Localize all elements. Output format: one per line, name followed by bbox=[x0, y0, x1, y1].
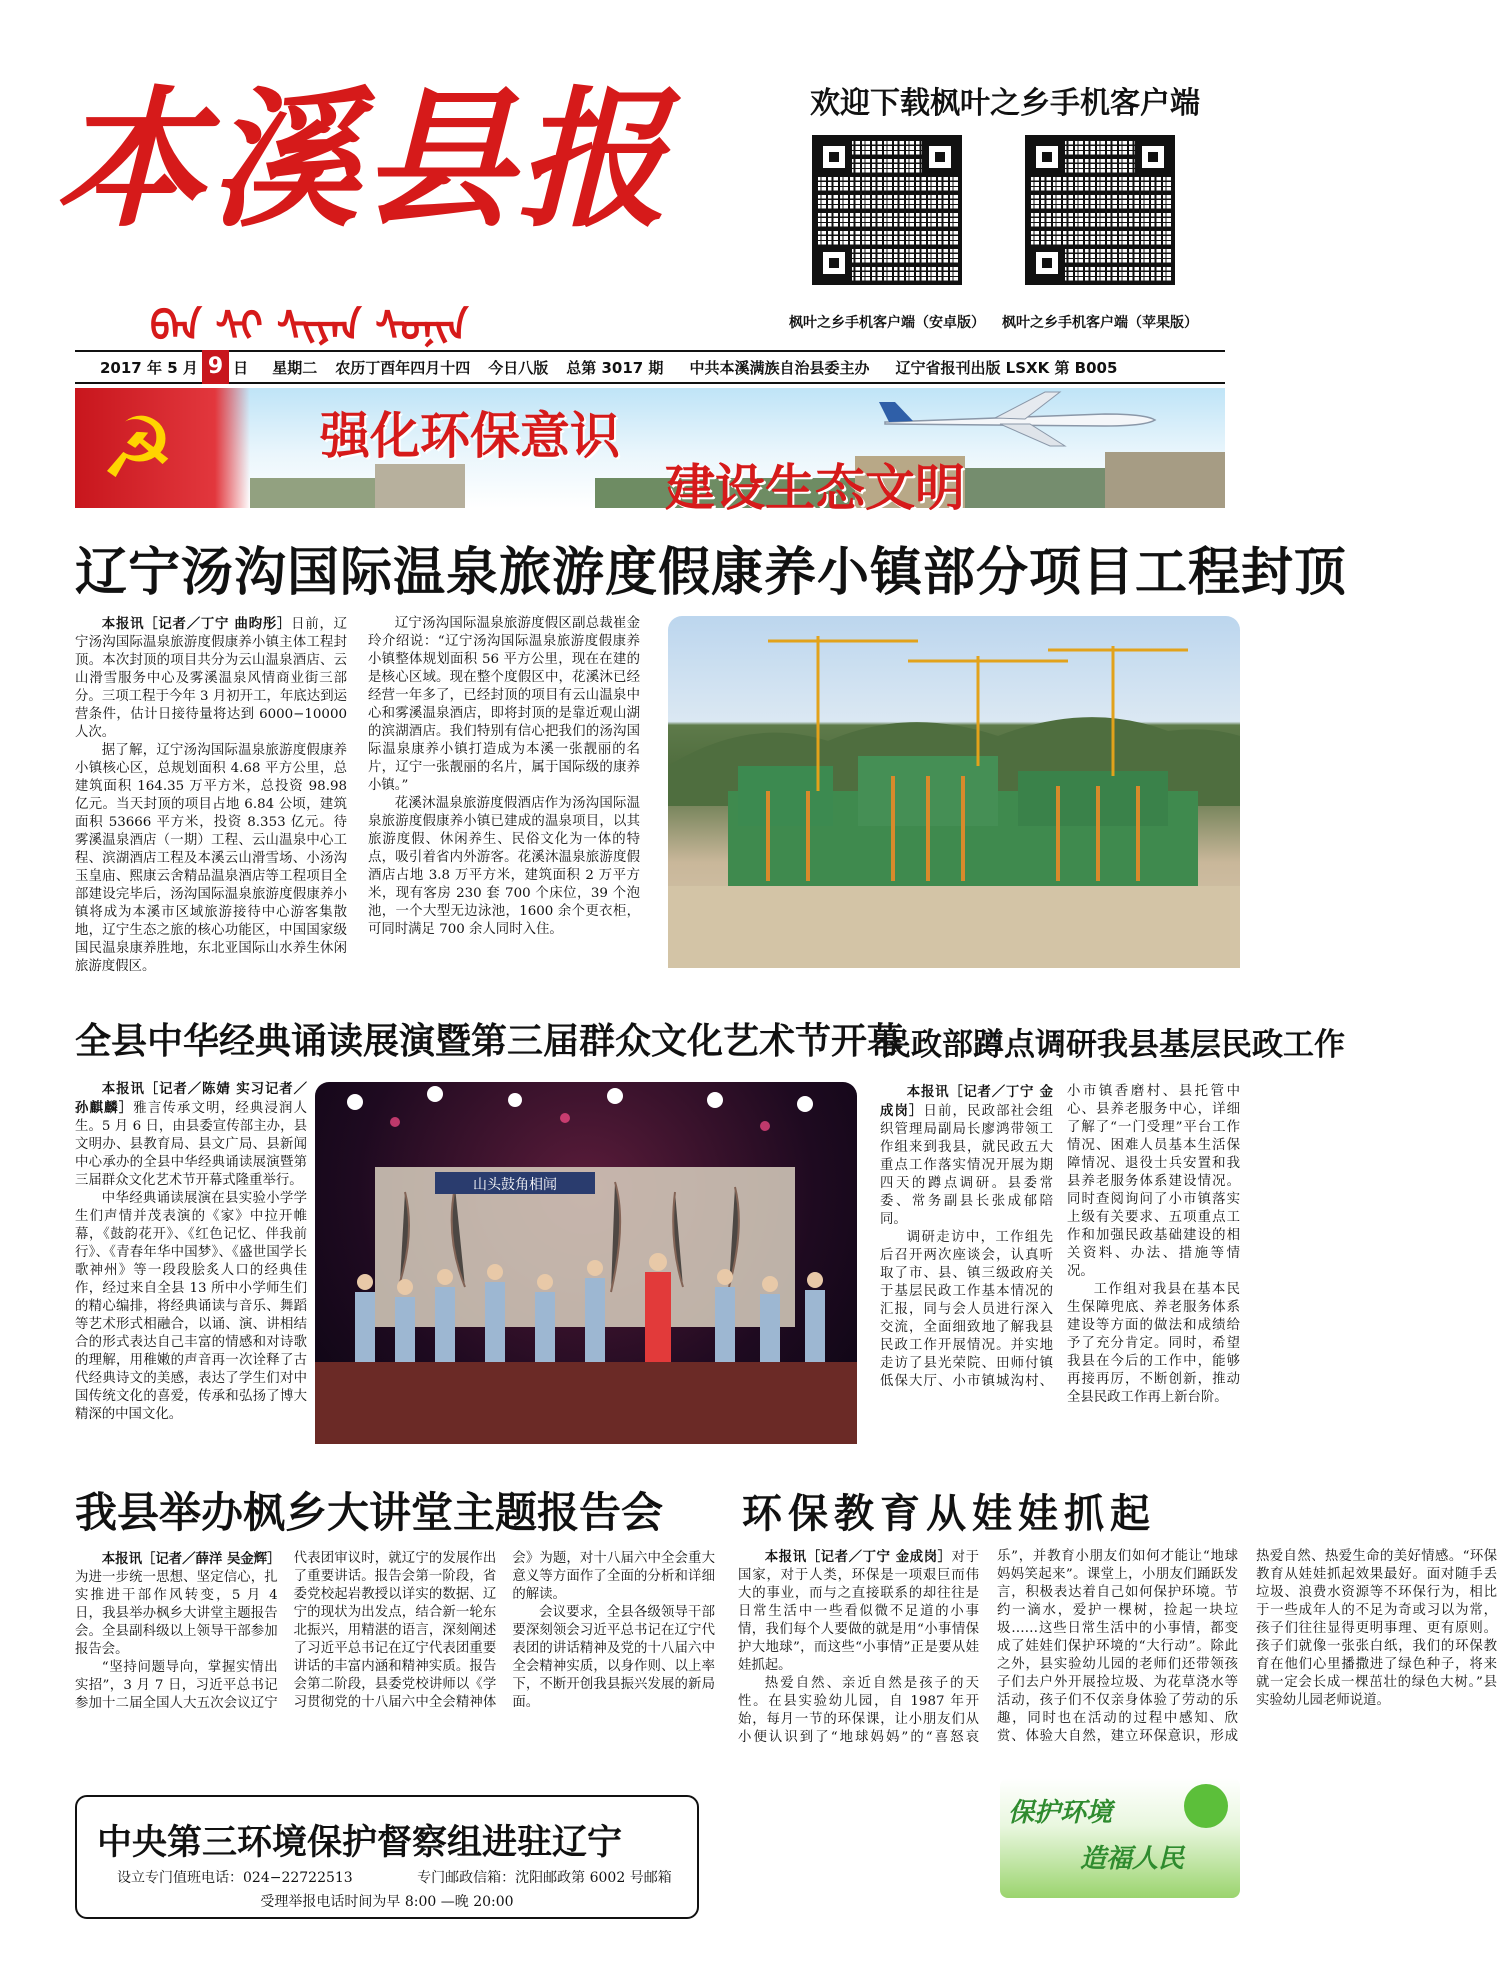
notice-contacts bbox=[117, 1867, 677, 1887]
article1-paragraph-1: 日前，辽宁汤沟国际温泉旅游度假康养小镇主体工程封顶。本次封顶的项目共分为云山温泉酒店、云山滑雪服务中心及雾溪温泉风情商业街三部分。三项工程于今年 3 月初开工，年底达到运营条件，估计日接待量将达到 6000−10000 人次。 bbox=[75, 617, 347, 740]
construction-photo bbox=[668, 616, 1240, 968]
banner-slogan-2: 建设生态文明 bbox=[665, 459, 965, 517]
article4-paragraph-1: 为进一步统一思想、坚定信心，扎实推进干部作风转变，5 月 4 日，我县举办枫乡大讲堂主题报告会。全县副科级以上领导干部参加报告会。 bbox=[75, 1570, 278, 1657]
article5-headline: 环保教育从娃娃抓起 bbox=[742, 1490, 1156, 1537]
eco-banner bbox=[75, 388, 1225, 517]
airplane-icon bbox=[875, 388, 1165, 448]
stage-performance-illustration bbox=[315, 1082, 857, 1444]
article3-paragraph-3: 工作组对我县在基本民生保障兜底、养老服务体系建设等方面的做法和成绩给予了充分肯定。同时，希望我县在今后的工作中，能够再接再厉，不断创新，推动全县民政工作再上新台阶。 bbox=[1067, 1282, 1240, 1405]
qr-apple-caption: 枫叶之乡手机客户端（苹果版） bbox=[1002, 315, 1198, 331]
notice-mail: 沈阳邮政第 6002 号邮箱 bbox=[515, 1870, 672, 1886]
masthead-mongolian-script: ᠪᠡᠨ ᠰᠢ ᠰᠢᠶᠠᠨ ᠰᠣᠨᠢᠨ bbox=[150, 303, 469, 350]
date-day: 9 bbox=[202, 350, 229, 384]
article2-paragraph-2: 中华经典诵读展演在县实验小学学生们声情并茂表演的《家》中拉开帷幕，《鼓韵花开》、《红色记忆、伴我前行》、《青春年华中国梦》、《盛世国学长歌神州》等一段段脍炙人口的经典佳作，经过来自全县 13 所中小学师生们的精心编排，将经典诵读与音乐、舞蹈等艺术形式相融合，以诵、演、讲相结合的形式表达自己丰富的情感和对诗歌的理解，用稚嫩的声音再一次诠释了古代经典诗文的美感，表达了学生们对中国传统文化的喜爱，传承和弘扬了博大精深的中国文化。 bbox=[75, 1191, 307, 1422]
article5-paragraph-2: 热爱自然、亲近自然是孩子的天性。在县实验幼儿园，自 1987 年开始，每月一节的环保课，让小朋友们从小便认识到了“地球妈妈”的“喜怒哀乐”，并教育小朋友们如何才能让“地球妈妈笑起来”。课堂上，小朋友们踊跃发言，积极表达着自己如何保护环境。节约一滴水，爱护一棵树，捡起一块垃圾……这些日常生活中的小事情，都变成了娃娃们保护环境的“大行动”。除此之外，县实验幼儿园的老师们还带领孩子们去户外开展捡垃圾、为花草浇水等活动，孩子们不仅亲身体验了劳动的乐趣，同时也在活动的过程中感知、欣赏、体验大自然，建立环保意识，形成热爱自然、热爱生命的美好情感。“环保教育从娃娃抓起效果最好。面对随手丢垃圾、浪费水资源等不环保行为，相比于一些成年人的不足为奇或习以为常，孩子们往往显得更明事理、更有原则。孩子们就像一张张白纸，我们的环保教育在他们心里播撒进了绿色种子，将来就一定会长成一棵茁壮的绿色大树。”县实验幼儿园老师说道。 bbox=[738, 1549, 1497, 1745]
article5-paragraph-1: 对于国家，对于人类，环保是一项艰巨而伟大的事业，而与之直接联系的却往往是日常生活中一些看似微不足道的小事情，我们每个人要做的就是用“小事情保护大地球”，而这些“小事情”正是要从娃娃抓起。 bbox=[738, 1550, 979, 1673]
notice-box bbox=[75, 1795, 699, 1919]
sponsor: 中共本溪满族自治县委主办 bbox=[689, 358, 870, 377]
qr-android-caption: 枫叶之乡手机客户端（安卓版） bbox=[789, 315, 985, 331]
article3-paragraph-2: 调研走访中，工作组先后召开两次座谈会，认真听取了市、县、镇三级政府关于基层民政工作基本情况的汇报，同与会人员进行深入交流，全面细致地了解我县民政工作开展情况。并实地走访了县光荣院、田师付镇低保大厅、小市镇城沟村、小市镇香磨村、县托管中心、县养老服务中心，详细了解了“一门受理”平台工作情况、困难人员基本生活保障情况、退役士兵安置和我县养老服务体系建设情况。同时查阅询问了小市镇落实上级有关要求、五项重点工作和加强民政基础建设的相关资料、办法、措施等情况。 bbox=[880, 1084, 1240, 1389]
qr-code-android[interactable] bbox=[812, 135, 962, 285]
qr-code-apple[interactable] bbox=[1025, 135, 1175, 285]
qr-code-icon bbox=[1025, 135, 1175, 285]
construction-site-illustration bbox=[668, 616, 1240, 968]
app-download-heading: 欢迎下载枫叶之乡手机客户端 bbox=[810, 86, 1200, 121]
banner-slogan-1: 强化环保意识 bbox=[320, 407, 620, 465]
article5-byline: 本报讯［记者／丁宁 金成岗］ bbox=[764, 1549, 952, 1565]
article2-column bbox=[75, 1080, 307, 1450]
article5-columns-top bbox=[738, 1548, 1497, 1760]
article2-headline: 全县中华经典诵读展演暨第三届群众文化艺术节开幕 bbox=[75, 1020, 904, 1062]
article1-headline: 辽宁汤沟国际温泉旅游度假康养小镇部分项目工程封顶 bbox=[75, 543, 1348, 603]
tree-icon bbox=[1184, 1784, 1228, 1828]
article1-column-2 bbox=[368, 615, 640, 971]
notice-phone[interactable]: 024−22722513 bbox=[243, 1870, 353, 1886]
publication-permit: 辽宁省报刊出版 LSXK 第 B005 bbox=[895, 358, 1118, 377]
article4-byline: 本报讯［记者／薛洋 吴金辉］ bbox=[101, 1551, 281, 1567]
masthead-title: 本溪县报 bbox=[55, 72, 672, 248]
eco-badge-line1: 保护环境 bbox=[1008, 1798, 1113, 1828]
notice-hours: 受理举报电话时间为早 8:00 —晚 20:00 bbox=[260, 1894, 514, 1910]
article4-columns bbox=[75, 1550, 715, 1778]
article3-byline: 本报讯［记者／丁宁 金成岗］ bbox=[880, 1084, 1053, 1119]
article3-paragraph-1: 日前，民政部社会组织管理局副局长廖鸿带领工作组来到我县，就民政五大重点工作落实情况开展为期四天的蹲点调研。县委常委、常务副县长张成郁陪同。 bbox=[880, 1104, 1054, 1227]
article2-byline: 本报讯［记者／陈婧 实习记者／孙麒麟］ bbox=[75, 1081, 307, 1116]
eco-badge bbox=[1000, 1778, 1240, 1898]
dateline-bar bbox=[75, 350, 1225, 384]
article1-paragraph-2: 据了解，辽宁汤沟国际温泉旅游度假康养小镇核心区，总规划面积 4.68 平方公里，总建筑面积 164.35 万平方米，总投资 98.98 亿元。当天封顶的项目占地 6.84 公顷，建筑面积 53666 平方米，投资 8.353 亿元。待雾溪温泉酒店（一期）工程、云山温泉中心工程、滨湖酒店工程及本溪云山滑雪场、小汤沟玉皇庙、熙康云舍精品温泉酒店等工程项目全部建设完毕后，汤沟国际温泉旅游度假康养小镇将成为本溪市区域旅游接待中心游客集散地，辽宁生态之旅的核心功能区，中国国家级国民温泉康养胜地，东北亚国际山水养生休闲旅游度假区。 bbox=[75, 743, 347, 974]
notice-phone-label: 设立专门值班电话： bbox=[117, 1870, 243, 1886]
date-suffix: 日 bbox=[233, 358, 249, 377]
eco-badge-line2: 造福人民 bbox=[1080, 1844, 1185, 1874]
article2-paragraph-1: 雅言传承文明，经典浸润人生。5 月 6 日，由县委宣传部主办，县文明办、县教育局、县文广局、县新闻中心承办的全县中华经典诵读展演暨第三届群众文化艺术节开幕式隆重举行。 bbox=[75, 1101, 308, 1188]
article4-paragraph-3: 会议要求，全县各级领导干部要深刻领会习近平总书记在辽宁代表团的讲话精神及党的十八届六中全会精神实质，以身作则、以上率下，不断开创我县振兴发展的新局面。 bbox=[512, 1605, 715, 1710]
weekday: 星期二 bbox=[272, 358, 318, 377]
qr-code-icon bbox=[812, 135, 962, 285]
date-prefix: 2017 年 5 月 bbox=[100, 358, 198, 377]
stage-sign-text: 山头鼓角相闻 bbox=[473, 1177, 557, 1193]
article1-column-1 bbox=[75, 615, 347, 974]
article4-paragraph-2: “坚持问题导向，掌握实情出实招”，3 月 7 日，习近平总书记参加十二届全国人大五次会议辽宁代表团审议时，就辽宁的发展作出了重要讲话。报告会第一阶段，省委党校起岩教授以详实的数据、辽宁的现状为出发点，结合新一轮东北振兴，用精湛的语言，深刻阐述了习近平总书记在辽宁代表团重要讲话的丰富内涵和精神实质。报告会第二阶段，县委党校讲师以《学习贯彻党的十八届六中全会精神体会》为题，对十八届六中全会重大意义等方面作了全面的分析和详细的解读。 bbox=[75, 1551, 715, 1711]
article4-headline: 我县举办枫乡大讲堂主题报告会 bbox=[75, 1488, 664, 1537]
article1-paragraph-3: 辽宁汤沟国际温泉旅游度假区副总裁崔金玲介绍说：“辽宁汤沟国际温泉旅游度假康养小镇整体规划面积 56 平方公里，现在在建的是核心区域。现在整个度假区中，花溪沐已经经营一年多了，已经封顶的项目有云山温泉中心和雾溪温泉酒店，即将封顶的是靠近观山湖的滨湖酒店。我们特别有信心把我们的汤沟国际温泉康养小镇打造成为本溪一张靓丽的名片，辽宁一张靓丽的名片，属于国际级的康养小镇。” bbox=[368, 616, 640, 793]
performance-photo bbox=[315, 1082, 857, 1444]
issue-number: 总第 3017 期 bbox=[566, 358, 664, 377]
party-flag bbox=[75, 388, 250, 508]
page-count: 今日八版 bbox=[488, 358, 549, 377]
lunar-date: 农历丁酉年四月十四 bbox=[335, 358, 471, 377]
article3-headline: 民政部蹲点调研我县基层民政工作 bbox=[880, 1027, 1345, 1063]
hammer-sickle-icon: ☭ bbox=[100, 399, 176, 497]
notice-title: 中央第三环境保护督察组进驻辽宁 bbox=[97, 1822, 623, 1863]
article3-columns bbox=[880, 1083, 1240, 1445]
article1-byline: 本报讯［记者／丁宁 曲昀彤］ bbox=[101, 616, 292, 632]
article1-paragraph-4: 花溪沐温泉旅游度假酒店作为汤沟国际温泉旅游度假康养小镇已建成的温泉项目，以其旅游度假、休闲养生、民俗文化为一体的特点，吸引着省内外游客。花溪沐温泉旅游度假酒店占地 3.8 万平方米，建筑面积 2 万平方米，现有客房 230 套 700 个床位，39 个泡池，一个大型无边泳池，1600 余个更衣柜，可同时满足 700 余人同时入住。 bbox=[368, 796, 640, 937]
notice-mail-label: 专门邮政信箱： bbox=[417, 1870, 516, 1886]
